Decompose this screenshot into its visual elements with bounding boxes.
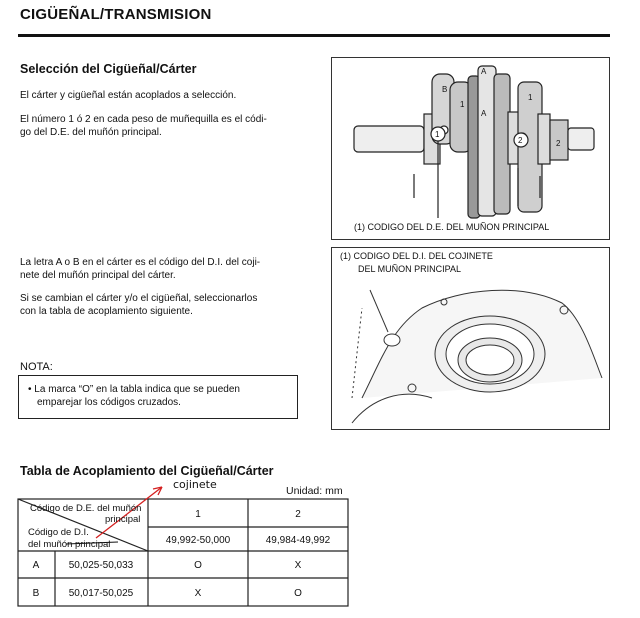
web-number-label: 1 [460,100,465,109]
figure-1-caption: (1) CODIGO DEL D.E. DEL MUÑON PRINCIPAL [354,222,550,232]
row-code: A [32,560,40,571]
paragraph-line: La letra A o B en el cárter es el código del D.I. del coji- [20,257,261,268]
paragraph-coupling: El cárter y cigüeñal están acoplados a selección. [20,90,237,101]
row-range: 50,017-50,025 [68,588,134,599]
row-range: 50,025-50,033 [68,560,134,571]
match-mark: X [294,560,302,571]
note-line-text: La marca “O” en la tabla indica que se pueden [34,384,240,395]
web-number-label: 1 [528,93,533,102]
header-od-label: Código de D.E. del muñón [30,503,142,514]
journal-code-label: 1 [435,130,440,139]
handwritten-annotation: cojinete [173,478,217,491]
page-title: CIGÜEÑAL/TRANSMISION [20,6,212,23]
paragraph-line: go del D.E. del muñón principal. [20,127,162,138]
web-label-a: A [481,109,487,118]
column-range: 49,992-50,000 [165,535,231,546]
row-code: B [32,588,40,599]
web-number-label: 2 [556,139,561,148]
bullet: • [28,384,32,395]
match-mark: O [194,560,202,571]
note-line: emparejar los códigos cruzados. [37,397,181,408]
section-heading: Selección del Cigüeñal/Cárter [20,62,197,76]
figure-2-caption: DEL MUÑON PRINCIPAL [358,264,462,274]
web-label-a: A [481,67,487,76]
match-mark: O [294,588,302,599]
column-code: 2 [295,509,301,520]
unit-label: Unidad: mm [286,485,343,497]
header-od-label: principal [105,514,141,525]
paragraph-line: nete del muñón principal del cárter. [20,270,176,281]
figure-2-caption: (1) CODIGO DEL D.I. DEL COJINETE [340,251,493,261]
table-title: Tabla de Acoplamiento del Cigüeñal/Cárter [20,464,274,478]
paragraph-line: Si se cambian el cárter y/o el cigüeñal, seleccionarlos [20,293,258,304]
header-id-label: Código de D.I. [28,527,89,538]
paragraph-line: El número 1 ó 2 en cada peso de muñequilla es el códi- [20,114,267,125]
paragraph-line: con la tabla de acoplamiento siguiente. [20,306,193,317]
column-code: 1 [195,509,201,520]
match-mark: X [194,588,202,599]
column-range: 49,984-49,992 [265,535,331,546]
header-id-label: del muñón principal [28,539,111,550]
web-label-b: B [442,85,448,94]
journal-code-label: 2 [518,136,523,145]
note-label: NOTA: [20,361,53,373]
